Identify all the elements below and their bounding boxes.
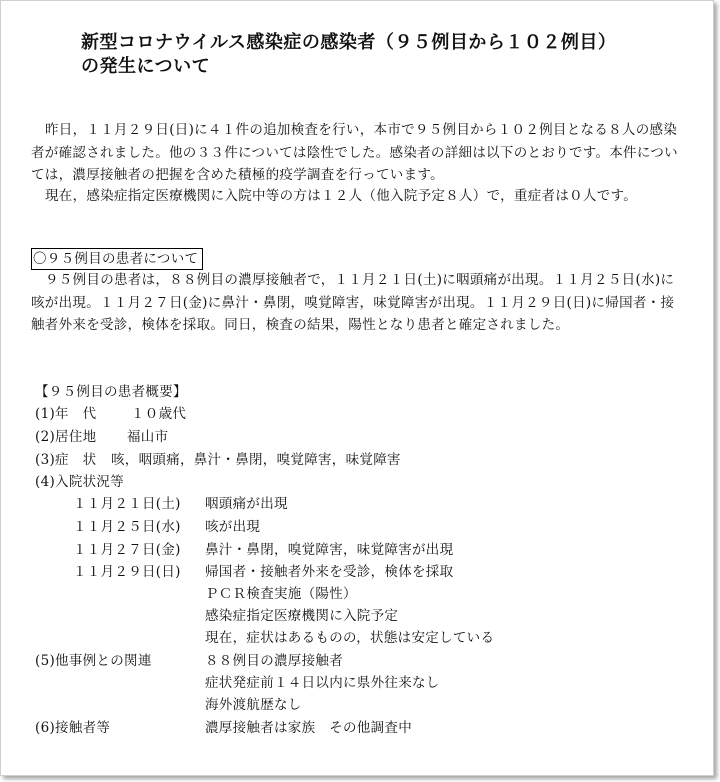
residence-label: (2)居住地 xyxy=(35,429,97,445)
relation-label: (5)他事例との関連 xyxy=(35,653,152,669)
timeline-event: 帰国者・接触者外来を受診，検体を採取 xyxy=(205,564,454,580)
timeline-event: 鼻汁・鼻閉，嗅覚障害，味覚障害が出現 xyxy=(205,542,454,558)
residence-value: 福山市 xyxy=(127,429,169,445)
timeline-event: 咳が出現 xyxy=(205,519,261,535)
case-description: ９５例目の患者は，８８例目の濃厚接触者で，１１月２１日(土)に咽頭痛が出現。１１月２５日(水)に咳が出現。１１月２７日(金)に鼻汁・鼻閉，嗅覚障害，味覚障害が出現。１１月２９日(日)に帰国者・接触者外来を受診，検体を採取。同日，検査の結果，陽性となり患者と確定されました。 xyxy=(31,272,675,333)
title-line-2: の発生について xyxy=(81,56,211,77)
pcr-test-note: ＰＣＲ検査実施（陽性） xyxy=(205,586,357,602)
case-section-heading: 〇９５例目の患者について xyxy=(31,248,203,270)
relation-value: 海外渡航歴なし xyxy=(205,697,302,713)
timeline-date: １１月２５日(水) xyxy=(73,519,181,535)
timeline-date: １１月２１日(土) xyxy=(73,496,181,512)
condition-note: 現在，症状はあるものの，状態は安定している xyxy=(205,630,495,646)
admission-note: 感染症指定医療機関に入院予定 xyxy=(205,608,399,624)
relation-value: 症状発症前１４日以内に県外往来なし xyxy=(205,675,440,691)
intro-paragraph: 昨日，１１月２９日(日)に４１件の追加検査を行い，本市で９５例目から１０２例目となる８人の感染者が確認されました。他の３３件については陰性でした。感染者の詳細は以下のとおりです。本件については，濃厚接触者の把握を含めた積極的疫学調査を行っています。 xyxy=(31,122,678,183)
hospital-status-paragraph: 現在，感染症指定医療機関に入院中等の方は１２人（他入院予定８人）で，重症者は０人です。 xyxy=(45,188,638,204)
timeline-date: １１月２７日(金) xyxy=(73,542,181,558)
contacts-label: (6)接触者等 xyxy=(35,720,111,736)
hospital-label: (4)入院状況等 xyxy=(35,474,125,490)
symptoms-value: 咳，咽頭痛，鼻汁・鼻閉，嗅覚障害，味覚障害 xyxy=(111,452,401,468)
document-title xyxy=(81,31,616,79)
timeline-date: １１月２９日(日) xyxy=(73,564,181,580)
timeline-event: 咽頭痛が出現 xyxy=(205,496,288,512)
summary-heading: 【９５例目の患者概要】 xyxy=(35,384,187,400)
symptoms-label: (3)症 状 xyxy=(35,452,97,468)
age-label: (1)年 代 xyxy=(35,406,97,422)
title-line-1: 新型コロナウイルス感染症の感染者（９５例目から１０２例目） xyxy=(81,32,617,53)
contacts-value: 濃厚接触者は家族 その他調査中 xyxy=(205,720,412,736)
age-value: １０歳代 xyxy=(131,406,187,422)
relation-value: ８８例目の濃厚接触者 xyxy=(205,653,343,669)
